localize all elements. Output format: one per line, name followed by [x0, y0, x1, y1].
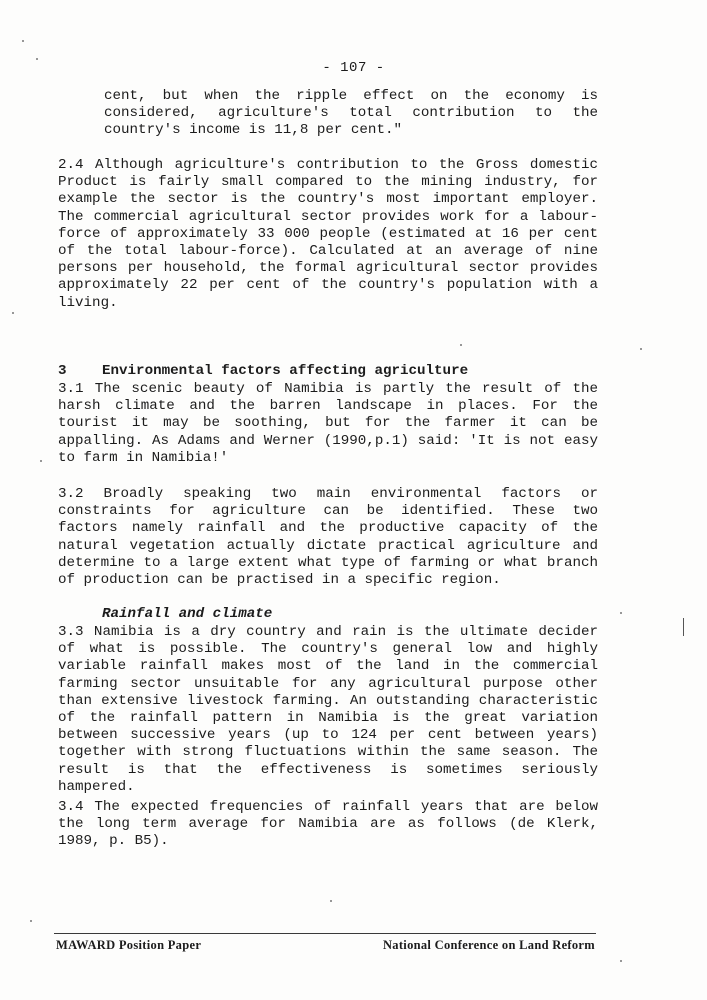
section-title: Environmental factors affecting agriculture	[102, 363, 469, 379]
scan-speck	[36, 58, 38, 60]
scan-speck	[620, 612, 622, 614]
margin-mark	[683, 618, 684, 636]
paragraph-3-2: 3.2 Broadly speaking two main environmental factors or constraints for agriculture can be identified. These two factors namely rainfall and the productive capacity of the natural vegetation actually dictate practical agriculture and determine to a large extent what type of farming or what branch of production can be practised in a specific region.	[58, 486, 598, 589]
quote-continuation: cent, but when the ripple effect on the economy is considered, agriculture's total contribution to the country's income is 11,8 per cent."	[104, 88, 598, 139]
scan-speck	[640, 348, 642, 350]
paragraph-2-4: 2.4 Although agriculture's contribution to the Gross domestic Product is fairly small compared to the mining industry, for example the sector is the country's most important employer. The commercial agricultural sector provides work for a labour-force of approximately 33 000 people (estimated at 16 per cent of the total labour-force). Calculated at an average of nine persons per household, the formal agricultural sector provides approximately 22 per cent of the country's population with a living.	[58, 157, 598, 311]
page-number: - 107 -	[322, 60, 385, 76]
paragraph-3-3: 3.3 Namibia is a dry country and rain is the ultimate decider of what is possible. The country's general low and highly variable rainfall makes most of the land in the commercial farming sector unsuitable for any agricultural purpose other than extensive livestock farming. An outstanding characteristic of the rainfall pattern in Namibia is the great variation between successive years (up to 124 per cent between years) together with strong fluctuations within the same season. The result is that the effectiveness is sometimes seriously hampered.	[58, 624, 598, 795]
scan-speck	[22, 40, 24, 42]
scan-speck	[40, 460, 42, 462]
paragraph-3-1: 3.1 The scenic beauty of Namibia is partly the result of the harsh climate and the barren landscape in places. For the tourist it may be soothing, but for the farmer it can be appalling. As Adams and Werner (1990,p.1) said: 'It is not easy to farm in Namibia!'	[58, 381, 598, 466]
section-number: 3	[58, 363, 67, 379]
paragraph-3-4: 3.4 The expected frequencies of rainfall years that are below the long term average for Namibia are as follows (de Klerk, 1989, p. B5).	[58, 799, 598, 850]
footer-left-text: MAWARD Position Paper	[56, 938, 202, 952]
scan-speck	[30, 920, 32, 922]
footer-divider	[54, 933, 596, 934]
scan-speck	[12, 312, 14, 314]
scan-speck	[620, 960, 622, 962]
scan-speck	[460, 344, 462, 346]
scan-speck	[330, 900, 332, 902]
footer-right-text: National Conference on Land Reform	[382, 938, 595, 952]
subheading-rainfall: Rainfall and climate	[102, 606, 273, 622]
section-heading	[58, 363, 598, 380]
